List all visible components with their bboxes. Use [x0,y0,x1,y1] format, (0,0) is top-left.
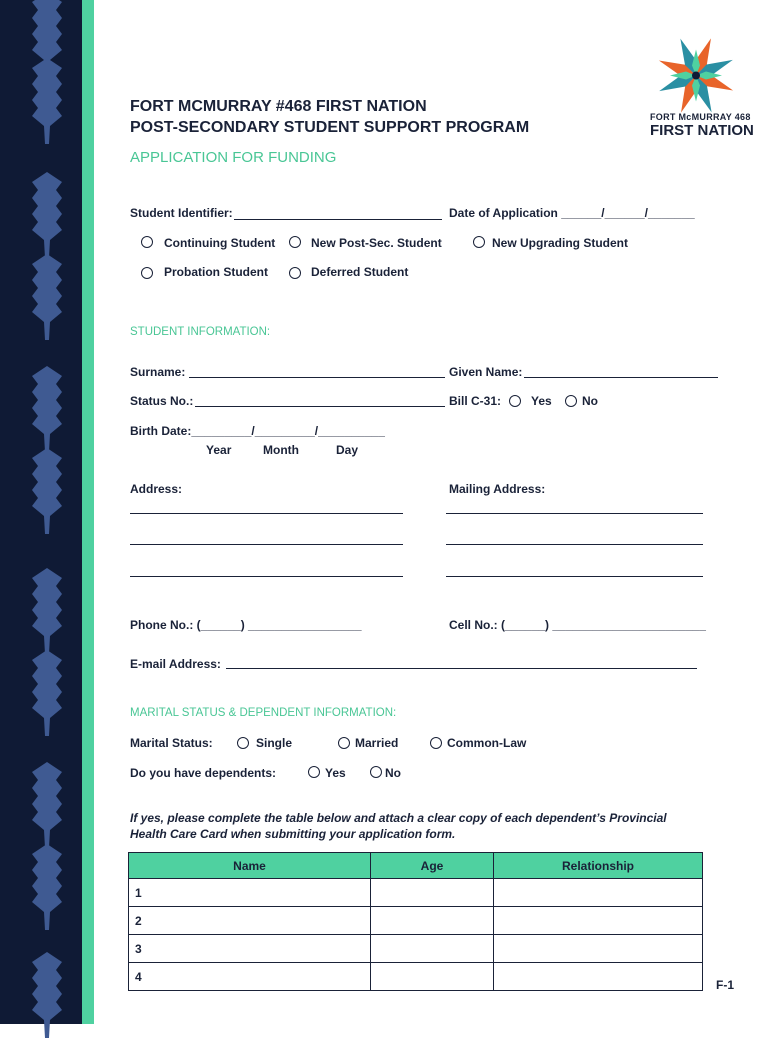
bill-c31-label: Bill C-31: [449,394,502,408]
bill-c31-no-radio[interactable] [565,395,577,407]
table-header-age: Age [371,853,494,879]
birth-year-label: Year [206,443,232,457]
dependent-relationship-cell[interactable] [494,935,703,963]
date-of-application-field[interactable]: Date of Application ______/______/_______ [449,206,695,220]
logo-text-line1: FORT McMURRAY 468 [650,112,751,122]
address-line-1[interactable] [130,513,403,514]
dependents-yes-radio[interactable] [308,766,320,778]
feather-icon [30,364,64,454]
mailing-address-line-1[interactable] [446,513,703,514]
cell-field[interactable]: Cell No.: (______) _______________________ [449,618,706,632]
feather-icon [30,566,64,656]
married-label: Married [355,736,399,750]
birth-month-label: Month [263,443,299,457]
feather-icon [30,648,64,738]
dependent-age-cell[interactable] [371,935,494,963]
page-title-line2: POST-SECONDARY STUDENT SUPPORT PROGRAM [130,119,530,136]
dependents-label: Do you have dependents: [130,766,277,780]
new-post-sec-radio[interactable] [289,236,301,248]
dependents-table [128,852,703,991]
sidebar-decoration [0,0,82,1024]
feather-icon [30,842,64,932]
logo-text-line2: FIRST NATION [650,122,754,139]
dependent-relationship-cell[interactable] [494,907,703,935]
mailing-address-line-3[interactable] [446,576,703,577]
given-name-label: Given Name: [449,365,523,379]
probation-student-radio[interactable] [141,267,153,279]
single-radio[interactable] [237,737,249,749]
sidebar-stripe [82,0,94,1024]
table-row [129,907,703,935]
dependent-name-cell[interactable]: 4 [129,963,371,991]
dependent-age-cell[interactable] [371,963,494,991]
dependents-instruction-line2: Health Care Card when submitting your application form. [130,827,456,841]
address-label: Address: [130,482,183,496]
phone-field[interactable]: Phone No.: (______) _________________ [130,618,362,632]
status-no-field[interactable] [195,406,445,407]
bill-c31-no-label: No [582,394,598,408]
dependent-relationship-cell[interactable] [494,963,703,991]
table-row [129,963,703,991]
address-line-2[interactable] [130,544,403,545]
dependent-age-cell[interactable] [371,879,494,907]
dependent-name-cell[interactable]: 1 [129,879,371,907]
table-header-name: Name [129,853,371,879]
new-upgrading-radio[interactable] [473,236,485,248]
email-label: E-mail Address: [130,657,221,671]
surname-label: Surname: [130,365,186,379]
feather-icon [30,170,64,260]
dependents-instruction-line1: If yes, please complete the table below and attach a clear copy of each dependent’s Provincial [130,811,667,825]
page-number: F-1 [716,978,734,992]
dependents-no-label: No [385,766,401,780]
student-information-heading: STUDENT INFORMATION: [130,326,271,338]
page-subtitle: APPLICATION FOR FUNDING [130,149,337,166]
marital-status-heading: MARITAL STATUS & DEPENDENT INFORMATION: [130,707,397,719]
dependents-no-radio[interactable] [370,766,382,778]
common-law-radio[interactable] [430,737,442,749]
new-upgrading-label: New Upgrading Student [492,236,628,250]
feather-icon [30,252,64,342]
dependent-name-cell[interactable]: 2 [129,907,371,935]
continuing-student-radio[interactable] [141,236,153,248]
dependents-yes-label: Yes [325,766,346,780]
student-identifier-field[interactable] [234,219,442,220]
feather-icon [30,950,64,1040]
new-post-sec-label: New Post-Sec. Student [311,236,442,250]
continuing-student-label: Continuing Student [164,236,276,250]
page-title-line1: FORT MCMURRAY #468 FIRST NATION [130,98,427,115]
status-no-label: Status No.: [130,394,194,408]
probation-student-label: Probation Student [164,265,268,279]
dependent-age-cell[interactable] [371,907,494,935]
table-header-row [129,853,703,879]
mailing-address-label: Mailing Address: [449,482,546,496]
married-radio[interactable] [338,737,350,749]
dependent-name-cell[interactable]: 3 [129,935,371,963]
feather-icon [30,446,64,536]
student-identifier-label: Student Identifier: [130,206,233,220]
dependent-relationship-cell[interactable] [494,879,703,907]
given-name-field[interactable] [524,377,718,378]
mailing-address-line-2[interactable] [446,544,703,545]
feather-icon [30,760,64,850]
table-row [129,879,703,907]
deferred-student-radio[interactable] [289,267,301,279]
marital-status-label: Marital Status: [130,736,213,750]
table-header-relationship: Relationship [494,853,703,879]
birth-date-field[interactable]: Birth Date:_________/_________/__________ [130,424,385,438]
address-line-3[interactable] [130,576,403,577]
bill-c31-yes-label: Yes [531,394,552,408]
surname-field[interactable] [189,377,445,378]
birth-day-label: Day [336,443,359,457]
table-row [129,935,703,963]
common-law-label: Common-Law [447,736,527,750]
email-field[interactable] [226,668,697,669]
bill-c31-yes-radio[interactable] [509,395,521,407]
single-label: Single [256,736,293,750]
deferred-student-label: Deferred Student [311,265,409,279]
feather-icon [30,56,64,146]
